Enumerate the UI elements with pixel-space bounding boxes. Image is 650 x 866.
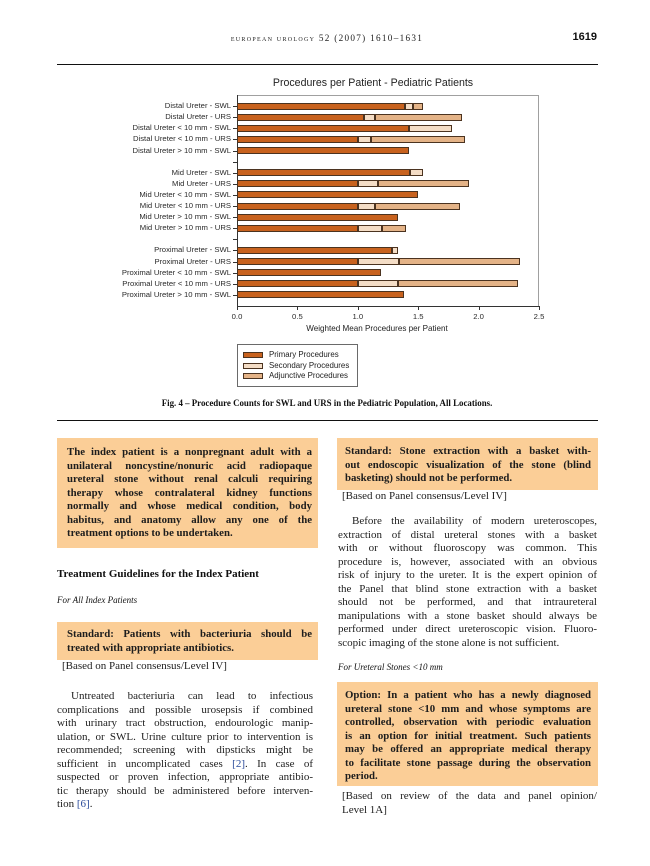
text-line: [Based on review of the data and panel opinion/	[342, 790, 597, 802]
citation-link[interactable]: [2]	[232, 757, 245, 770]
category-label: Proximal Ureter > 10 mm - SWL	[121, 289, 231, 299]
text-line: ureteral stone without renal calculi requiring	[67, 473, 312, 485]
category-label: Distal Ureter < 10 mm - URS	[132, 134, 231, 144]
text-line: unilateral noncystine/nonuric acid radiopaque	[67, 459, 312, 472]
text-line: treatment options to be undertaken.	[67, 527, 233, 539]
legend-swatch	[243, 373, 263, 379]
bar-segment-adjunctive	[399, 258, 520, 265]
bar-segment-primary	[237, 180, 358, 187]
page-number: 1619	[572, 31, 597, 43]
option-observation-box	[337, 682, 598, 786]
x-tick	[479, 306, 480, 310]
text-line: The index patient is a nonpregnant adult with a	[67, 446, 312, 458]
bar-segment-primary	[237, 147, 409, 154]
text-line: therapy whose contralateral kidney functions	[67, 486, 312, 499]
bar-segment-secondary	[358, 180, 379, 187]
standard-blind-basketing-box	[337, 438, 598, 490]
bar-segment-secondary	[358, 258, 399, 265]
bar-segment-adjunctive	[378, 180, 469, 187]
y-tick	[233, 239, 237, 240]
category-label: Distal Ureter - SWL	[164, 101, 231, 111]
category-label: Mid Ureter - URS	[172, 178, 231, 188]
x-axis-title: Weighted Mean Procedures per Patient	[306, 324, 448, 333]
header-rule	[57, 64, 598, 65]
bar-segment-secondary	[358, 203, 375, 210]
x-tick-label: 0.0	[231, 312, 243, 321]
bacteriuria-paragraph	[57, 690, 313, 812]
text-line: manipulations with a stone basket should always be	[338, 609, 597, 622]
x-tick	[358, 306, 359, 310]
text-line: ulation, or SWL. Urine culture prior to intervention is	[57, 730, 313, 743]
bar-segment-primary	[237, 280, 358, 287]
index-patient-box	[57, 438, 318, 548]
x-tick	[297, 306, 298, 310]
x-tick	[418, 306, 419, 310]
bar-segment-primary	[237, 191, 418, 198]
bar-segment-secondary	[358, 136, 371, 143]
text-line: with or without fluoroscopy was common. This	[338, 542, 597, 554]
bar-segment-secondary	[409, 125, 452, 132]
bar-segment-secondary	[358, 280, 398, 287]
subheading-stones-under-10mm: For Ureteral Stones <10 mm	[338, 662, 443, 672]
x-tick-label: 1.0	[352, 312, 364, 321]
category-label: Proximal Ureter < 10 mm - URS	[122, 278, 231, 288]
text-line: performed under direct ureteroscopic vision. Fluoro-	[338, 623, 597, 635]
figure-caption: Fig. 4 – Procedure Counts for SWL and URS in the Pediatric Population, All Locations.	[161, 398, 493, 408]
text-line: suspected or proven infection, appropriate antibio-	[57, 771, 313, 783]
bar-segment-primary	[237, 214, 398, 221]
legend-label: Primary Procedures	[269, 350, 339, 359]
text-line: Option: In a patient who has a newly diagnosed	[345, 689, 591, 701]
text-line: normally and whose medical condition, body	[67, 500, 312, 512]
text-line: extraction of distal ureteral stones with a basket	[338, 528, 597, 541]
text-line: out endoscopic visualization of the stone (blind	[345, 458, 591, 471]
text-line: to facilitate stone passage during the observation	[345, 756, 591, 769]
text-line: risk of injury to the ureter. It is the expert opinion of	[338, 569, 597, 581]
category-label: Proximal Ureter - SWL	[154, 245, 231, 255]
text-line: Untreated bacteriuria can lead to infectious	[71, 690, 313, 702]
bar-segment-primary	[237, 203, 358, 210]
text-line: Standard: Patients with bacteriuria should be	[67, 628, 312, 640]
text-line: with urinary tract obstruction, endourologic manip-	[57, 717, 313, 729]
x-tick-label: 2.5	[533, 312, 545, 321]
bar-segment-primary	[237, 247, 392, 254]
text-line: complications and possible urosepsis if combined	[57, 703, 313, 716]
x-tick-label: 0.5	[292, 312, 303, 321]
y-tick	[233, 162, 237, 163]
bar-segment-secondary	[392, 247, 398, 254]
chart-title: Procedures per Patient - Pediatric Patients	[272, 77, 474, 89]
bar-segment-adjunctive	[398, 280, 519, 287]
category-label: Distal Ureter - URS	[165, 112, 231, 122]
text-line: Before the availability of modern ureteroscopes,	[352, 515, 597, 527]
legend-swatch	[243, 352, 263, 358]
text-line: controlled, observation with periodic evaluation	[345, 716, 591, 728]
chart-legend	[237, 344, 358, 387]
bar-segment-primary	[237, 258, 358, 265]
evidence-level: [Based on Panel consensus/Level IV]	[342, 490, 507, 502]
category-label: Distal Ureter > 10 mm - SWL	[132, 145, 231, 155]
evidence-level: [Based on Panel consensus/Level IV]	[62, 660, 227, 672]
blind-basketing-paragraph	[338, 515, 597, 650]
text-line: treated with appropriate antibiotics.	[67, 641, 234, 654]
bar-segment-primary	[237, 225, 358, 232]
category-label: Proximal Ureter < 10 mm - SWL	[121, 267, 231, 277]
bar-segment-primary	[237, 125, 409, 132]
text-line: scopic imaging of the stone alone is not sufficient.	[338, 636, 560, 649]
category-label: Mid Ureter < 10 mm - SWL	[139, 189, 231, 199]
bar-segment-secondary	[358, 225, 382, 232]
text-line: procedure is, however, associated with an obvious	[338, 555, 597, 568]
text-line: basketing) should not be performed.	[345, 472, 513, 484]
text-line: recommended; screening with dipsticks might be	[57, 744, 313, 756]
bar-segment-primary	[237, 269, 381, 276]
journal-running-header: european urology 52 (2007) 1610–1631	[230, 33, 424, 43]
bar-segment-primary	[237, 103, 405, 110]
text-line: may be offered an appropriate medical therapy	[345, 743, 591, 755]
evidence-level-1a	[342, 790, 597, 817]
bar-segment-adjunctive	[382, 225, 406, 232]
bar-segment-primary	[237, 169, 410, 176]
text-line: ureteral stone <10 mm and whose symptoms are	[345, 702, 591, 715]
bar-segment-primary	[237, 114, 364, 121]
text-line: tion [6].	[57, 798, 93, 810]
section-heading: Treatment Guidelines for the Index Patient	[57, 568, 259, 580]
text-line: period.	[345, 770, 378, 782]
text-line: habitus, and anatomy allow any one of the	[67, 513, 312, 526]
bar-segment-adjunctive	[413, 103, 423, 110]
category-label: Proximal Ureter - URS	[154, 256, 231, 266]
text-line: is an option for initial treatment. Such patients	[345, 729, 591, 742]
text-line: Standard: Stone extraction with a basket with-	[345, 445, 591, 457]
category-label: Mid Ureter < 10 mm - URS	[139, 201, 231, 211]
bar-segment-secondary	[405, 103, 413, 110]
bar-segment-primary	[237, 136, 358, 143]
category-label: Mid Ureter - SWL	[171, 167, 231, 177]
legend-label: Secondary Procedures	[269, 360, 350, 370]
x-tick	[237, 306, 238, 310]
text-line: tic therapy should be administered before interven-	[57, 784, 313, 797]
x-tick	[539, 306, 540, 310]
citation-link[interactable]: [6]	[76, 798, 90, 810]
bar-segment-primary	[237, 291, 404, 298]
category-label: Mid Ureter > 10 mm - URS	[139, 223, 231, 233]
bar-segment-adjunctive	[371, 136, 465, 143]
category-label: Distal Ureter < 10 mm - SWL	[132, 123, 231, 133]
x-tick-label: 2.0	[473, 312, 484, 321]
standard-bacteriuria-box	[57, 622, 318, 660]
bar-segment-adjunctive	[375, 114, 462, 121]
text-line: sufficient in uncomplicated cases [2]. In case of	[57, 757, 313, 770]
subheading-all-index-patients: For All Index Patients	[57, 595, 138, 605]
x-tick-label: 1.5	[412, 312, 424, 321]
category-label: Mid Ureter > 10 mm - SWL	[139, 212, 231, 222]
legend-swatch	[243, 363, 263, 369]
text-line: should not be performed, and that intraureteral	[338, 596, 597, 608]
text-line: Level 1A]	[342, 803, 387, 816]
x-axis	[237, 306, 539, 307]
figure-rule	[57, 420, 598, 421]
bar-segment-adjunctive	[375, 203, 461, 210]
legend-label: Adjunctive Procedures	[269, 371, 348, 381]
text-line: the Panel that blind stone extraction with a basket	[338, 582, 597, 595]
bar-segment-secondary	[364, 114, 375, 121]
bar-segment-secondary	[410, 169, 423, 176]
